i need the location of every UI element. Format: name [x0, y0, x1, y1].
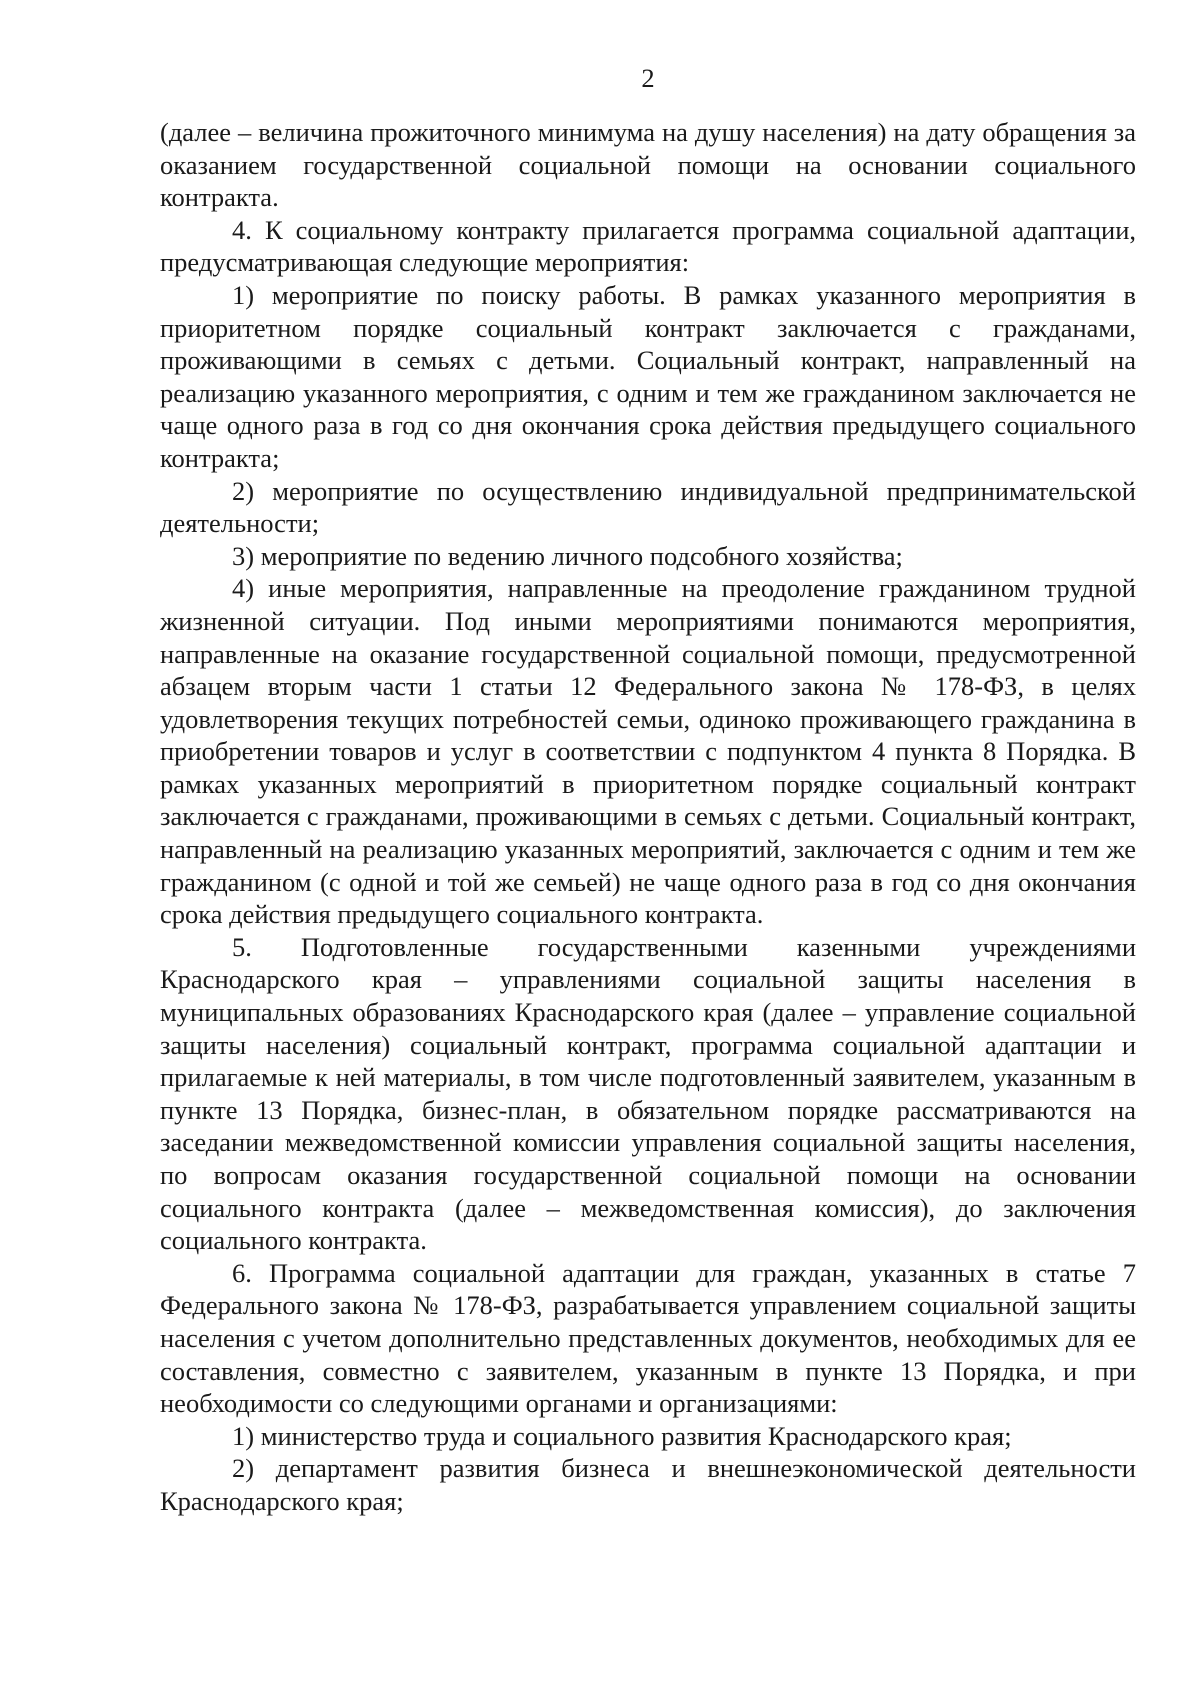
- paragraph-item-6: 6. Программа социальной адаптации для граждан, указанных в статье 7 Федерального закона № 178-ФЗ, разрабатывается управлением социальной защиты населения с учетом дополнительно представленных документов, необходимых для ее составления, совместно с заявителем, указанным в пункте 13 Порядка, и при необходимости со следующими органами и организациями:: [160, 1257, 1136, 1419]
- paragraph-subitem-4-other-measures: 4) иные мероприятия, направленные на преодоление гражданином трудной жизненной ситуации. Под иными мероприятиями понимаются мероприятия, направленные на оказание государственной социальной помощи, предусмотренной абзацем вторым части 1 статьи 12 Федерального закона № 178-ФЗ, в целях удовлетворения текущих потребностей семьи, одиноко проживающего гражданина в приобретении товаров и услуг в соответствии с подпунктом 4 пункта 8 Порядка. В рамках указанных мероприятий в приоритетном порядке социальный контракт заключается с гражданами, проживающими в семьях с детьми. Социальный контракт, направленный на реализацию указанных мероприятий, заключается с одним и тем же гражданином (с одной и той же семьей) не чаще одного раза в год со дня окончания срока действия предыдущего социального контракта.: [160, 573, 1136, 930]
- page-number: 2: [641, 63, 655, 93]
- document-page: [160, 62, 1136, 1518]
- paragraph-subitem-1-job-search: 1) мероприятие по поиску работы. В рамках указанного мероприятия в приоритетном порядке социальный контракт заключается с гражданами, проживающими в семьях с детьми. Социальный контракт, направленный на реализацию указанного мероприятия, с одним и тем же гражданином заключается не чаще одного раза в год со дня окончания срока действия предыдущего социального контракта;: [160, 279, 1136, 473]
- paragraph-item-5: 5. Подготовленные государственными казенными учреждениями Краснодарского края – управлениями социальной защиты населения в муниципальных образованиях Краснодарского края (далее – управление социальной защиты населения) социальный контракт, программа социальной адаптации и прилагаемые к ней материалы, в том числе подготовленный заявителем, указанным в пункте 13 Порядка, бизнес-план, в обязательном порядке рассматриваются на заседании межведомственной комиссии управления социальной защиты населения, по вопросам оказания государственной социальной помощи на основании социального контракта (далее – межведомственная комиссия), до заключения социального контракта.: [160, 931, 1136, 1256]
- paragraph-item-6-subitem-1: 1) министерство труда и социального развития Краснодарского края;: [232, 1420, 1012, 1451]
- paragraph-subitem-2-entrepreneurship: 2) мероприятие по осуществлению индивидуальной предпринимательской деятельности;: [160, 475, 1136, 539]
- paragraph-subitem-3-household: 3) мероприятие по ведению личного подсобного хозяйства;: [232, 540, 903, 571]
- paragraph-item-4: 4. К социальному контракту прилагается программа социальной адаптации, предусматривающая следующие мероприятия:: [160, 214, 1136, 278]
- paragraph-item-6-subitem-2: 2) департамент развития бизнеса и внешнеэкономической деятельности Краснодарского края;: [160, 1453, 1136, 1516]
- paragraph-intro-continuation: (далее – величина прожиточного минимума на душу населения) на дату обращения за оказанием государственной социальной помощи на основании социального контракта.: [160, 117, 1136, 213]
